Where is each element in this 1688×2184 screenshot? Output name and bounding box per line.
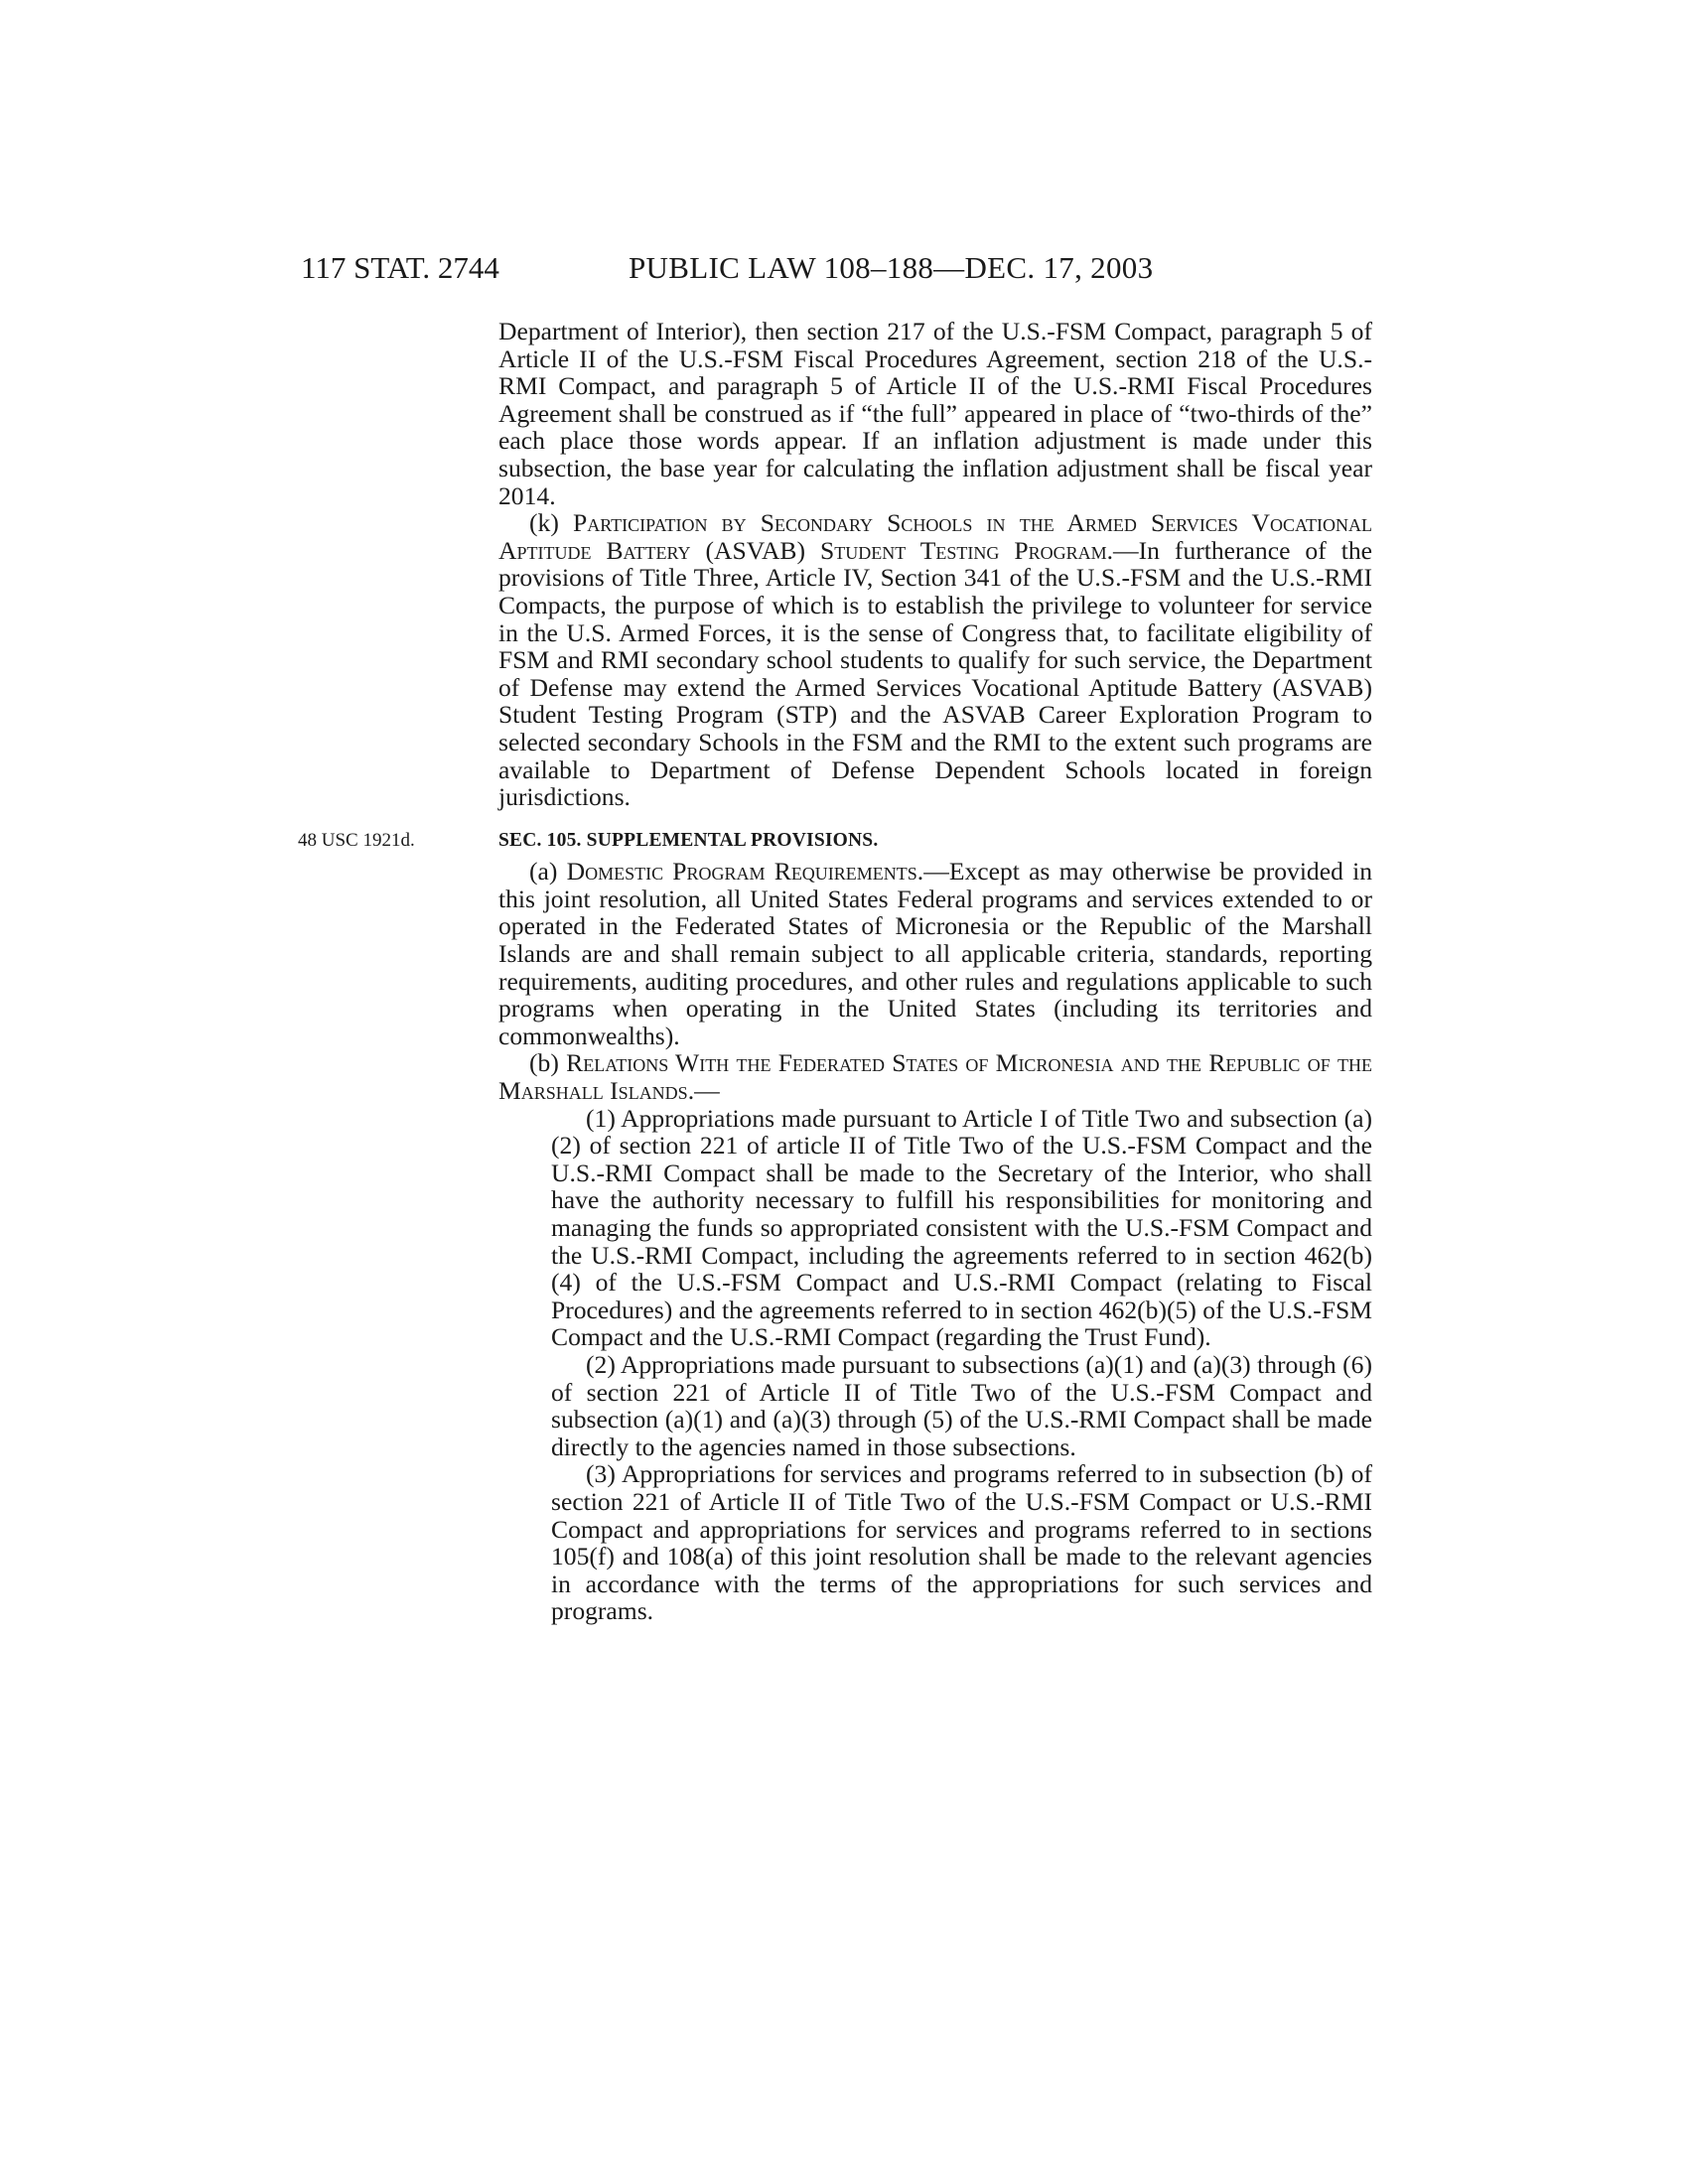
subsection-k-text: —In furtherance of the provisions of Title Three, Article IV, Section 341 of the U.S.-FSM and the U.S.-RMI Compacts, the purpose of which is to establish the privilege to volunteer for service in the U.S. Armed Forces, it is the sense of Congress that, to facilitate eligibility of FSM and RMI secondary school students to qualify for such service, the Department of Defense may extend the Armed Services Vocational Aptitude Battery (ASVAB) Student Testing Program (STP) and the ASVAB Career Exploration Program to selected secondary Schools in the FSM and the RMI to the extent such programs are available to Department of Defense Dependent Schools located in foreign jurisdictions. (498, 535, 1372, 812)
usc-margin-note: 48 USC 1921d. (298, 829, 415, 851)
document-body (298, 317, 1373, 1626)
page-header (301, 248, 1214, 288)
subsection-a (498, 858, 1372, 1049)
paragraph-b3: (3) Appropriations for services and programs referred to in subsection (b) of section 221 of Article II of Title Two of the U.S.-FSM Compact or U.S.-RMI Compact and appropriations for services and programs referred to in sections 105(f) and 108(a) of this joint resolution shall be made to the relevant agencies in accordance with the terms of the appropriations for such services and programs. (551, 1459, 1372, 1626)
public-law-reference: PUBLIC LAW 108–188—DEC. 17, 2003 (629, 250, 1154, 285)
subsection-k-label: (k) (529, 508, 573, 538)
subsection-b-label: (b) (529, 1048, 567, 1078)
statute-reference: 117 STAT. 2744 (301, 250, 499, 285)
subsection-b (498, 1049, 1372, 1104)
paragraph-continuation: Department of Interior), then section 217 of the U.S.-FSM Compact, paragraph 5 of Article II of the U.S.-FSM Fiscal Procedures Agreement, section 218 of the U.S.-RMI Compact, and paragraph 5 of Article II of the U.S.-RMI Fiscal Procedures Agreement shall be construed as if “the full” appeared in place of “two-thirds of the” each place those words appear. If an inflation adjustment is made under this subsection, the base year for calculating the inflation adjustment shall be fiscal year 2014. (498, 317, 1372, 510)
subsection-k (498, 509, 1372, 811)
subsection-b-text: — (694, 1076, 720, 1106)
paragraph-b2: (2) Appropriations made pursuant to subsections (a)(1) and (a)(3) through (6) of section 221 of Article II of Title Two of the U.S.-FSM Compact and subsection (a)(1) and (a)(3) through (5) of the U.S.-RMI Compact shall be made directly to the agencies named in those subsections. (551, 1349, 1372, 1461)
section-heading: SEC. 105. SUPPLEMENTAL PROVISIONS. (498, 829, 879, 851)
subsection-k-title: Participation by Secondary Schools in the Armed Services Vocational Aptitude Battery (ASVAB) Student Testing Program. (498, 508, 1373, 565)
subsection-a-text: —Except as may otherwise be provided in this joint resolution, all United States Federal programs and services extended to or operated in the Federated States of Micronesia or the Republic of the Marshall Islands are and shall remain subject to all applicable criteria, standards, reporting requirements, auditing procedures, and other rules and regulations applicable to such programs when operating in the United States (including its territories and commonwealths). (498, 857, 1372, 1050)
subsection-a-title: Domestic Program Requirements. (566, 857, 924, 887)
paragraph-b1: (1) Appropriations made pursuant to Article I of Title Two and subsection (a)(2) of section 221 of article II of Title Two of the U.S.-FSM Compact and the U.S.-RMI Compact shall be made to the Secretary of the Interior, who shall have the authority necessary to fulfill his responsibilities for monitoring and managing the funds so appropriated consistent with the U.S.-FSM Compact and the U.S.-RMI Compact, including the agreements referred to in section 462(b)(4) of the U.S.-FSM Compact and U.S.-RMI Compact (relating to Fiscal Procedures) and the agreements referred to in section 462(b)(5) of the U.S.-FSM Compact and the U.S.-RMI Compact (regarding the Trust Fund). (551, 1103, 1372, 1352)
subsection-b-title: Relations With the Federated States of Micronesia and the Republic of the Marshall Islands. (498, 1048, 1372, 1106)
subsection-a-label: (a) (529, 857, 567, 887)
section-105-heading-row (298, 827, 1372, 855)
